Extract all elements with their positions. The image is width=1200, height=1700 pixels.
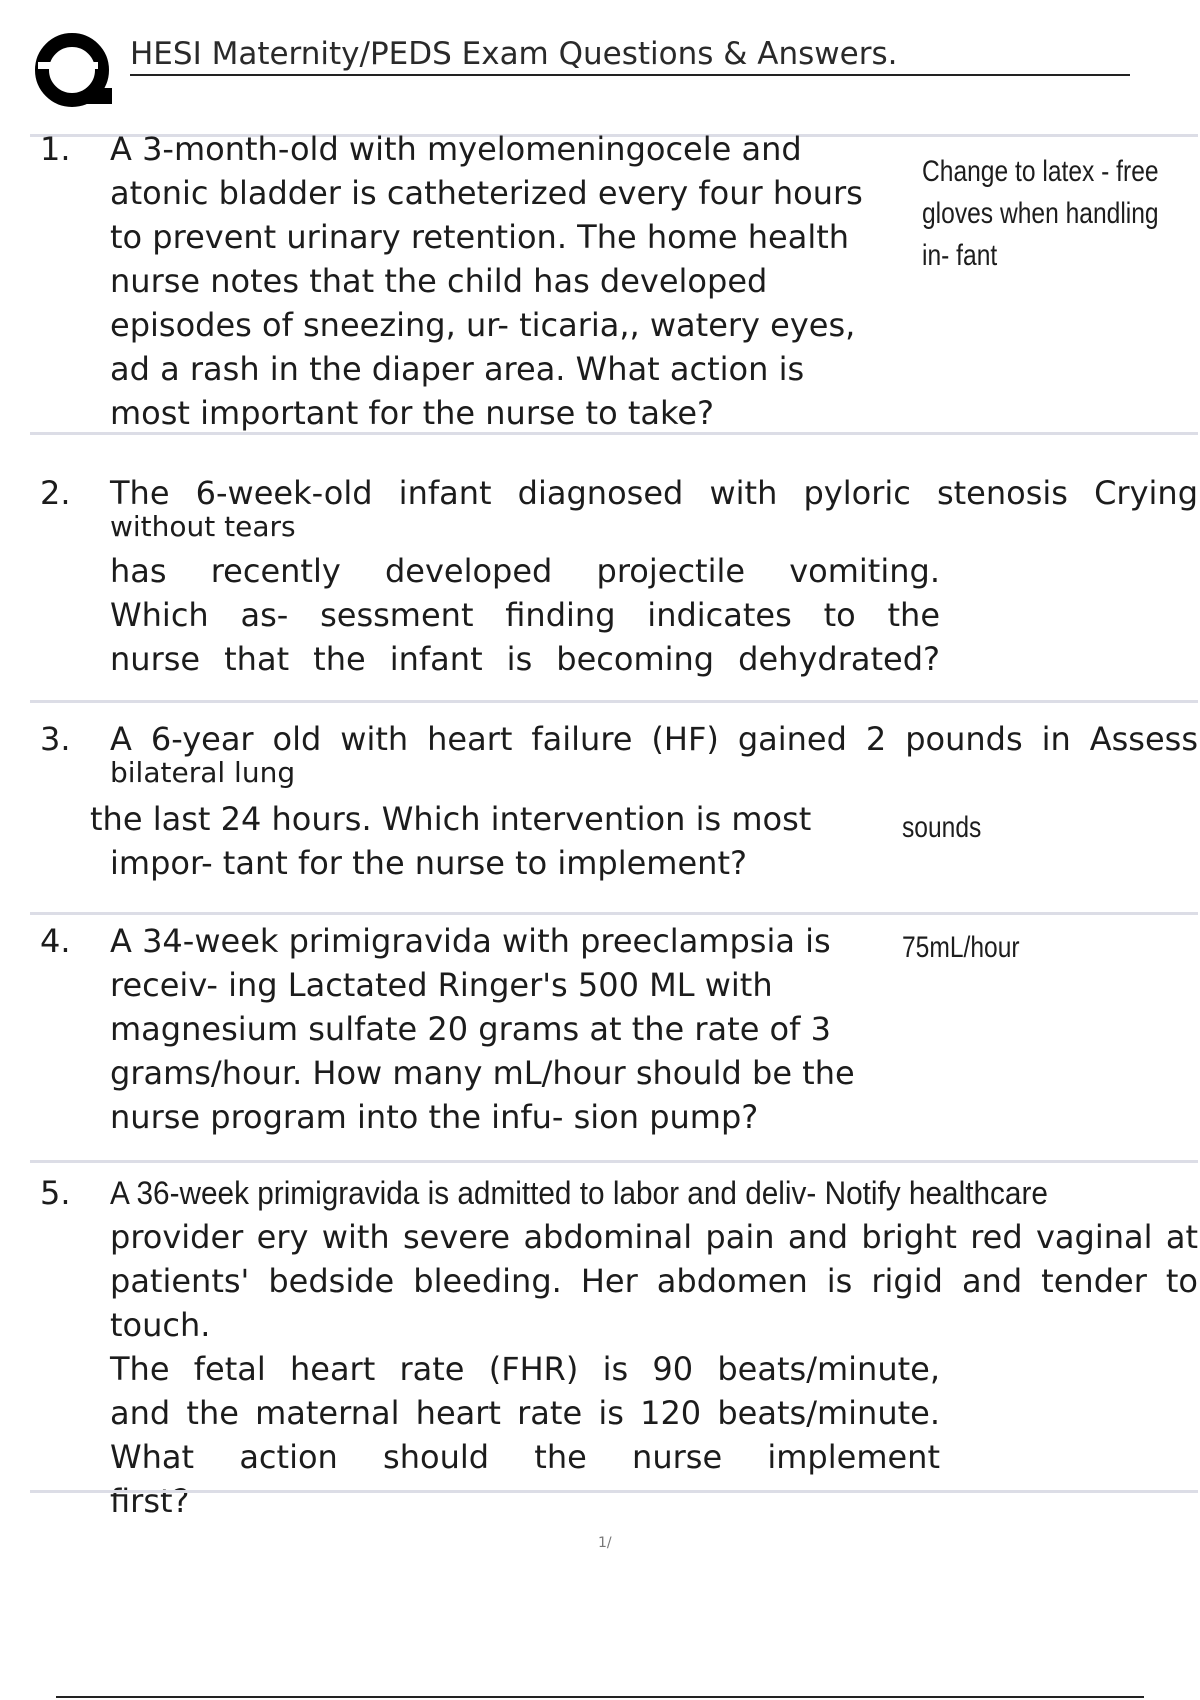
question-first-line: The 6-week-old infant diagnosed with pyloric stenosis Crying (110, 474, 1198, 512)
question-text-justified: provider ery with severe abdominal pain and bright red vaginal at patients' bedside bleeding. Her abdomen is rigid and tender to (110, 1218, 1198, 1300)
question-small-line: without tears (110, 510, 296, 543)
question-5 (30, 1160, 1198, 1520)
question-number: 4. (40, 922, 71, 960)
answer-text: 75mL/hour (902, 931, 1020, 964)
question-4 (30, 912, 1198, 1165)
q-logo-icon (34, 32, 114, 112)
page-number: 1/ (598, 1535, 612, 1551)
footer-divider (56, 1696, 1144, 1698)
question-number: 2. (40, 474, 71, 512)
question-text: impor- tant for the nurse to implement? (110, 844, 747, 882)
question-text: has recently developed projectile vomiting. Which as- sessment finding indicates to the nurse that the infant is becoming dehydrated? (110, 552, 940, 678)
answer-text: Change to latex - free gloves when handling in- fant (922, 155, 1159, 272)
question-first-line: A 6-year old with heart failure (HF) gained 2 pounds in Assess (110, 720, 1198, 758)
document-title: HESI Maternity/PEDS Exam Questions & Answers. (130, 34, 1130, 76)
question-first-line: A 36-week primigravida is admitted to labor and deliv- Notify healthcare (110, 1175, 1048, 1211)
question-1 (30, 130, 1198, 437)
question-outdent-line: the last 24 hours. Which intervention is most (90, 800, 812, 838)
question-3 (30, 700, 1198, 913)
section-divider (30, 1490, 1198, 1493)
question-number: 1. (40, 130, 71, 168)
answer-text: sounds (902, 811, 982, 844)
question-text: A 34-week primigravida with preeclampsia is receiv- ing Lactated Ringer's 500 ML with magnesium sulfate 20 grams at the rate of 3 grams/hour. How many mL/hour should be the nurse program into the infu- sion pump? (110, 922, 855, 1136)
question-text: touch. The fetal heart rate (FHR) is 90 beats/minute, and the maternal heart rate is 120 beats/minute. What action should the nurse implement first? (110, 1306, 940, 1520)
question-number: 5. (40, 1174, 71, 1212)
question-small-line: bilateral lung (110, 756, 296, 789)
question-text: A 3-month-old with myelomeningocele and atonic bladder is catheterized every four hours to prevent urinary retention. The home health nurse notes that the child has developed episodes of sneezing, ur- ticaria,, watery eyes, ad a rash in the diaper area. What action is most important for the nurse to take? (110, 130, 863, 432)
question-number: 3. (40, 720, 71, 758)
question-2 (30, 432, 1198, 705)
